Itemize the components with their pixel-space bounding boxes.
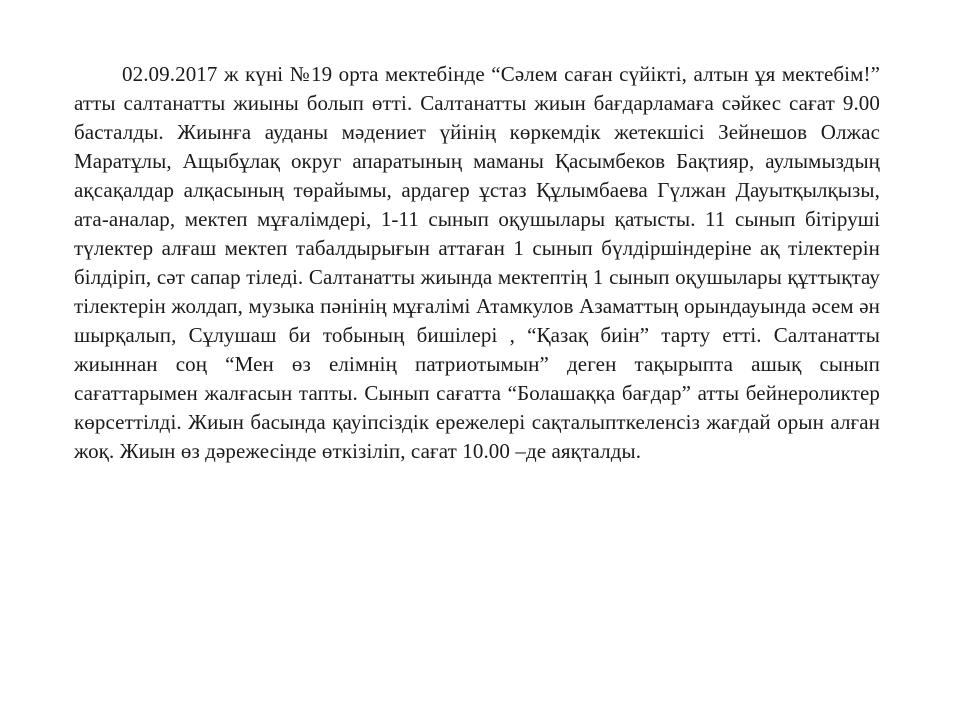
body-paragraph: 02.09.2017 ж күні №19 орта мектебінде “Сәлем саған сүйікті, алтын ұя мектебім!” атты салтанатты жиыны болып өтті. Салтанатты жиын бағдарламаға сәйкес сағат 9.00 басталды. Жиынға ауданы мәдениет үйінің көркемдік жетекшісі Зейнешов Олжас Маратұлы, Ащыбұлақ округ апаратының маманы Қасымбеков Бақтияр, аулымыздың ақсақалдар алқасының төрайымы, ардагер ұстаз Құлымбаева Гүлжан Дауытқылқызы, ата-аналар, мектеп мұғалімдері, 1-11 сынып оқушылары қатысты. 11 сынып бітіруші түлектер алғаш мектеп табалдырығын аттаған 1 сынып бүлдіршіндеріне ақ тілектерін білдіріп, сәт сапар тіледі. Салтанатты жиында мектептің 1 сынып оқушылары құттықтау тілектерін жолдап, музыка пәнінің мұғалімі Атамкулов Азаматтың орындауында әсем ән шырқалып, Сұлушаш би тобының бишілері , “Қазақ биін” тарту етті. Салтанатты жиыннан соң “Мен өз елімнің патриотымын” деген тақырыпта ашық сынып сағаттарымен жалғасын тапты. Сынып сағатта “Болашаққа бағдар” атты бейнероликтер көрсеттілді. Жиын басында қауіпсіздік ережелері сақталыпткеленсіз жағдай орын алған жоқ. Жиын өз дәрежесінде өткізіліп, сағат 10.00 –де аяқталды.: [74, 62, 880, 463]
